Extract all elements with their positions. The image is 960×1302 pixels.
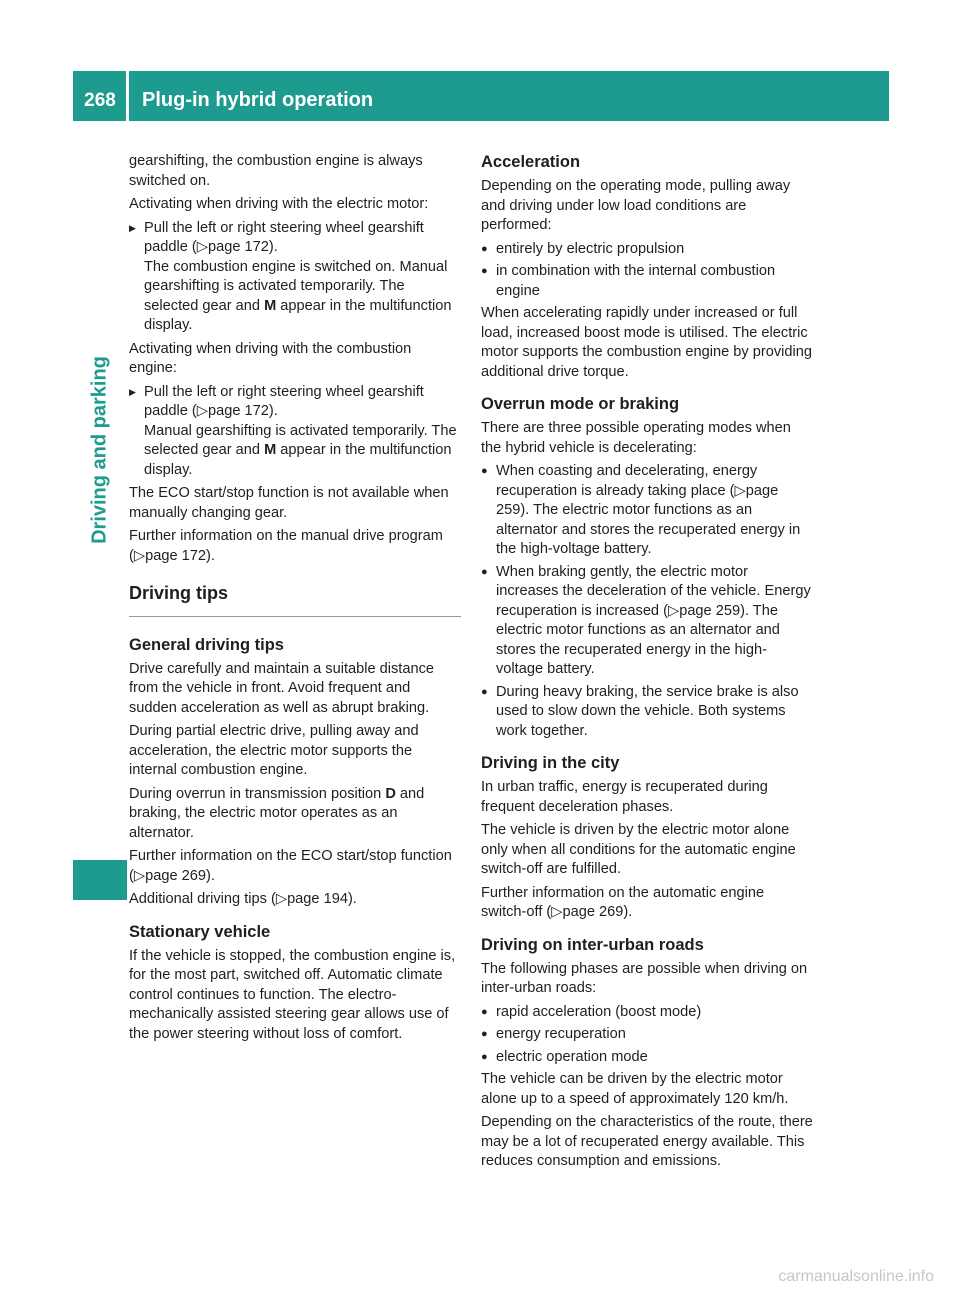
page-reference-icon: ▷ (734, 482, 746, 499)
paragraph: Activating when driving with the combustion engine: (129, 340, 412, 376)
paragraph: Activating when driving with the electric motor: (129, 196, 429, 212)
paragraph: If the vehicle is stopped, the combustion engine is, for the most part, switched off. Automatic climate control continues to function. The electro-mechanically assisted steering gear allows use of the power steering without loss of comfort. (129, 947, 456, 1042)
paragraph: Further information on the ECO start/stop function (▷page 269). (129, 848, 452, 884)
list-item: ● entirely by electric propulsion (481, 240, 813, 260)
subsection-heading: Stationary vehicle (129, 922, 271, 941)
paragraph: Additional driving tips (▷page 194). (129, 891, 357, 907)
paragraph: During overrun in transmission position D and braking, the electric motor operates as an alternator. (129, 785, 425, 841)
paragraph: gearshifting, the combustion engine is always switched on. (129, 153, 423, 189)
subsection-heading: Driving in the city (481, 754, 620, 772)
instruction-step: ▶ Pull the left or right steering wheel gearshift paddle (▷page 172). The combustion engine is switched on. Manual gearshifting is activated temporarily. The selected gear and M appear in the multifunction display. (129, 219, 461, 336)
subsection-heading: General driving tips (129, 635, 284, 654)
paragraph: Depending on the operating mode, pulling away and driving under low load conditions are performed: (481, 178, 791, 233)
paragraph: The vehicle is driven by the electric motor alone only when all conditions for the automatic engine switch-off are fulfilled. (481, 822, 796, 877)
paragraph: The vehicle can be driven by the electric motor alone up to a speed of approximately 120 km/h. (481, 1071, 789, 1107)
page-reference-icon: ▷ (275, 891, 288, 907)
list-item: ● in combination with the internal combustion engine (481, 262, 813, 301)
subsection-heading: Overrun mode or braking (481, 395, 680, 413)
chapter-label: Driving and parking (88, 356, 111, 544)
paragraph: Further information on the manual drive program (▷page 172). (129, 528, 443, 564)
page-reference-icon: ▷ (196, 239, 208, 255)
page-number: 268 (84, 90, 116, 111)
right-column (481, 152, 813, 1176)
paragraph: There are three possible operating modes when the hybrid vehicle is decelerating: (481, 420, 791, 456)
page-reference-icon: ▷ (133, 867, 146, 884)
section-heading: Driving tips (129, 584, 461, 617)
list-item: ● During heavy braking, the service brake is also used to slow down the vehicle. Both systems work together. (481, 683, 813, 742)
page-link[interactable]: page 259 (496, 482, 779, 518)
list-item: ● rapid acceleration (boost mode) (481, 1003, 813, 1023)
chapter-marker (73, 860, 127, 900)
page-link[interactable]: page 259 (679, 602, 741, 619)
paragraph: In urban traffic, energy is recuperated during frequent deceleration phases. (481, 779, 768, 815)
list-item: ● When braking gently, the electric motor increases the deceleration of the vehicle. Energy recuperation is increased (▷page 259). The electric motor functions as an alternator and stores the recuperated energy in the high-voltage battery. (481, 563, 813, 680)
page-reference-icon: ▷ (133, 547, 146, 564)
paragraph: Further information on the automatic engine switch-off (▷page 269). (481, 884, 765, 920)
page-reference-icon: ▷ (551, 904, 563, 920)
paragraph: During partial electric drive, pulling away and acceleration, the electric motor supports the internal combustion engine. (129, 723, 419, 778)
paragraph: When accelerating rapidly under increased or full load, increased boost mode is utilised. The electric motor supports the combustion engine by providing additional drive torque. (481, 305, 812, 380)
page-link[interactable]: page 172 (145, 547, 206, 564)
list-item: ● electric operation mode (481, 1048, 813, 1068)
instruction-step: ▶ Pull the left or right steering wheel gearshift paddle (▷page 172). Manual gearshifting is activated temporarily. The selected gear and M appear in the multifunction display. (129, 383, 461, 481)
left-column (129, 152, 461, 1048)
page-link[interactable]: page 172 (207, 403, 269, 419)
paragraph: Depending on the characteristics of the route, there may be a lot of recuperated energy available. This reduces consumption and emissions. (481, 1114, 813, 1169)
list-item: ● When coasting and decelerating, energy recuperation is already taking place (▷page 259). The electric motor functions as an alternator and stores the recuperated energy in the high-voltage battery. (481, 462, 813, 560)
page-link[interactable]: page 269 (562, 904, 624, 920)
page-reference-icon: ▷ (667, 602, 680, 619)
paragraph: Drive carefully and maintain a suitable distance from the vehicle in front. Avoid frequent and sudden acceleration as well as abrupt braking. (129, 660, 435, 716)
page-reference-icon: ▷ (196, 403, 208, 419)
paragraph: The following phases are possible when driving on inter-urban roads: (481, 960, 808, 996)
section-title: Plug-in hybrid operation (142, 89, 374, 111)
page-link[interactable]: page 269 (145, 867, 206, 884)
page-link[interactable]: page 172 (207, 239, 269, 255)
subsection-heading: Driving on inter-urban roads (481, 935, 704, 954)
watermark: carmanualsonline.info (778, 1268, 934, 1285)
list-item: ● energy recuperation (481, 1025, 813, 1045)
paragraph: The ECO start/stop function is not available when manually changing gear. (129, 485, 449, 521)
subsection-heading: Acceleration (481, 153, 581, 171)
page-link[interactable]: page 194 (287, 891, 348, 907)
header-divider (126, 71, 129, 121)
